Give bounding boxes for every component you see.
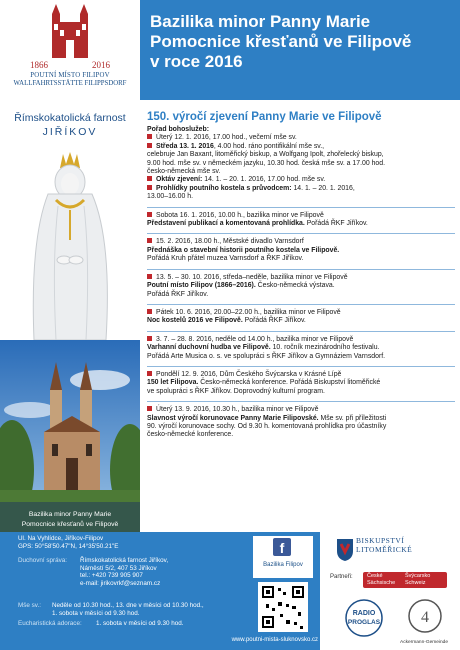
divider xyxy=(147,304,455,305)
bullet-square-icon xyxy=(147,406,152,411)
footer-address: Ul. Na Vyhlídce, Jiříkov-Filipov GPS: 50°58'50.47"N, 14°35'50.21"E xyxy=(18,535,119,550)
services-title: Pořad bohoslužeb: xyxy=(147,126,210,133)
photo-caption-line2: Pomocnice křesťanů ve Filipově xyxy=(21,521,119,528)
bullet-square-icon xyxy=(147,143,152,148)
pilgrimage-logo xyxy=(0,0,140,100)
qr-code-icon[interactable] xyxy=(258,582,308,632)
adoration-label: Eucharistická adorace: xyxy=(18,620,82,627)
svg-text:4: 4 xyxy=(421,609,429,626)
footer-partners xyxy=(320,532,460,650)
website-link[interactable]: www.poutni-mista-sluknovsko.cz xyxy=(231,637,318,643)
ackermann-gemeinde-logo xyxy=(400,596,450,642)
partners-label: Partneři: xyxy=(330,574,353,580)
bishopric-name-1: BISKUPSTVÍ xyxy=(356,536,405,545)
adoration-time: 1. sobota v měsíci od 9.30 hod. xyxy=(96,620,184,627)
bullet-square-icon xyxy=(147,309,152,314)
event-1: Sobota 16. 1. 2016, 10.00 h., bazilika minor ve Filipově Představení publikací a komentovaná prohlídka. Pořádá ŘKF Jiříkov. xyxy=(147,211,368,228)
event-5: 3. 7. – 28. 8. 2016, neděle od 14.00 h., bazilika minor ve Filipově Varhanní duchovní hudba ve Filipově. 10. ročník mezinárodního festivalu. Pořádá Arte Musica o. s. ve spolupráci s ŘKF Jiříkov a Gymnáziem Varnsdorf. xyxy=(147,335,386,360)
service-item-2-cont2: 9.00 hod. mše sv. v německém jazyku, 10.30 hod. česká mše sv. a 17.00 hod. xyxy=(147,159,385,167)
mass-label: Mše sv.: xyxy=(18,602,41,609)
ceske-svycarsko-logo: České Sächsische Švýcarsko Schweiz xyxy=(363,572,447,588)
divider xyxy=(147,366,455,367)
bullet-square-icon xyxy=(147,336,152,341)
service-item-4: Prohlídky poutního kostela s průvodcem: 14. 1. – 20. 1. 2016, xyxy=(147,185,455,193)
footer xyxy=(0,532,460,650)
footer-info-panel xyxy=(0,532,320,650)
basilica-photo xyxy=(0,340,140,532)
service-item-2: Středa 13. 1. 2016, 4.00 hod. ráno pontifikální mše sv., xyxy=(147,143,455,151)
title-line-2: Pomocnice křesťanů ve Filipově xyxy=(150,32,412,51)
left-column xyxy=(0,0,140,532)
email-link[interactable]: e-mail: jirikovrkf@seznam.cz xyxy=(80,579,161,587)
service-item-4-cont: 13.00–16.00 h. xyxy=(147,193,193,201)
parish-name: Římskokatolická farnost xyxy=(14,112,126,124)
services-block xyxy=(147,126,455,202)
radio-text-1: RADIO xyxy=(352,610,376,617)
bullet-square-icon xyxy=(147,238,152,243)
basilica-image xyxy=(0,340,140,532)
bullet-square-icon xyxy=(147,274,152,279)
virgin-mary-statue-image xyxy=(0,150,140,340)
page-title xyxy=(150,12,455,72)
header-banner xyxy=(140,0,460,100)
mass-times: Neděle od 10.30 hod., 13. dne v měsíci od 10.30 hod., 1. sobota v měsíci od 9.30 hod. xyxy=(52,602,204,617)
bullet-square-icon xyxy=(147,185,152,190)
event-4: Pátek 10. 6. 2016, 20.00–22.00 h., bazilika minor ve Filipově Noc kostelů 2016 ve Filipově. Pořádá ŘKF Jiříkov. xyxy=(147,308,341,325)
radio-text-2: PROGLAS xyxy=(347,619,381,626)
logo-text-czech: POUTNÍ MÍSTO FILIPOV xyxy=(30,72,110,79)
divider xyxy=(147,269,455,270)
event-7: Úterý 13. 9. 2016, 10.30 h., bazilika minor ve Filipově Slavnost výročí korunovace Panny Marie Filipovské. Mše sv. při příležitosti 90. výročí korunovace sochy. Od 9.30 h. komentovaná prohlídka pro účastníky česko-německé konference. xyxy=(147,406,387,439)
event-2: 15. 2. 2016, 18.00 h., Městské divadlo Varnsdorf Přednáška o stavební historii poutního kostela ve Filipově. Pořádá Kruh přátel muzea Varnsdorf a ŘKF Jiříkov. xyxy=(147,238,340,263)
service-item-2-cont3: česko-německá mše sv. xyxy=(147,168,221,176)
year-end: 2016 xyxy=(92,60,110,70)
section-heading: 150. výročí zjevení Panny Marie ve Filipově xyxy=(147,111,382,123)
logo-text-german: WALLFAHRTSSTÄTTE FILIPPSDORF xyxy=(13,80,127,87)
admin-label: Duchovní správa: xyxy=(18,557,68,564)
bishopric-crest-icon xyxy=(336,538,354,562)
main-content xyxy=(147,106,455,532)
facebook-label: Bazilika Filipov xyxy=(263,562,303,568)
ackermann-label: Ackermann-Gemeinde xyxy=(400,640,448,645)
divider xyxy=(147,207,455,208)
facebook-box[interactable] xyxy=(253,536,313,578)
facebook-icon: f xyxy=(273,538,291,556)
bullet-square-icon xyxy=(147,134,152,139)
radio-proglas-logo xyxy=(344,598,384,638)
title-line-1: Bazilika minor Panny Marie xyxy=(150,12,371,31)
bullet-square-icon xyxy=(147,371,152,376)
bullet-square-icon xyxy=(147,212,152,217)
year-start: 1866 xyxy=(30,60,48,70)
service-item-2-cont1: celebruje Jan Baxant, litoměřický biskup, a Wolfgang Ipolt, zhořelecký biskup, xyxy=(147,151,384,159)
bishopric-name-2: LITOMĚŘICKÉ xyxy=(356,545,413,554)
event-6: Pondělí 12. 9. 2016, Dům Českého Švýcarska v Krásné Lípě 150 let Filipova. Česko-německá konference. Pořádá Biskupství litoměřické ve spolupráci s ŘKF Jiříkov. Doprovodný kulturní program. xyxy=(147,370,381,395)
divider xyxy=(147,233,455,234)
service-item-3: Oktáv zjevení: 14. 1. – 20. 1. 2016, 17.00 hod. mše sv. xyxy=(147,176,455,184)
bullet-square-icon xyxy=(147,176,152,181)
divider xyxy=(147,331,455,332)
church-logo-icon xyxy=(0,0,140,60)
parish-town: JIŘÍKOV xyxy=(42,126,98,138)
photo-caption-line1: Bazilika minor Panny Marie xyxy=(28,511,112,518)
event-3: 13. 5. – 30. 10. 2016, středa–neděle, bazilika minor ve Filipově Poutní místo Filipov (1866–2016). Česko-německá výstava. Pořádá ŘKF Jiříkov. xyxy=(147,273,348,298)
title-line-3: v roce 2016 xyxy=(150,52,243,71)
divider xyxy=(147,401,455,402)
admin-contact: Římskokatolická farnost Jiříkov, Náměstí 5/2, 407 53 Jiříkov tel.: +420 739 905 907 e-mail: jirikovrkf@seznam.cz xyxy=(80,557,169,587)
service-item-1: Úterý 12. 1. 2016, 17.00 hod., večerní mše sv. xyxy=(147,134,455,142)
